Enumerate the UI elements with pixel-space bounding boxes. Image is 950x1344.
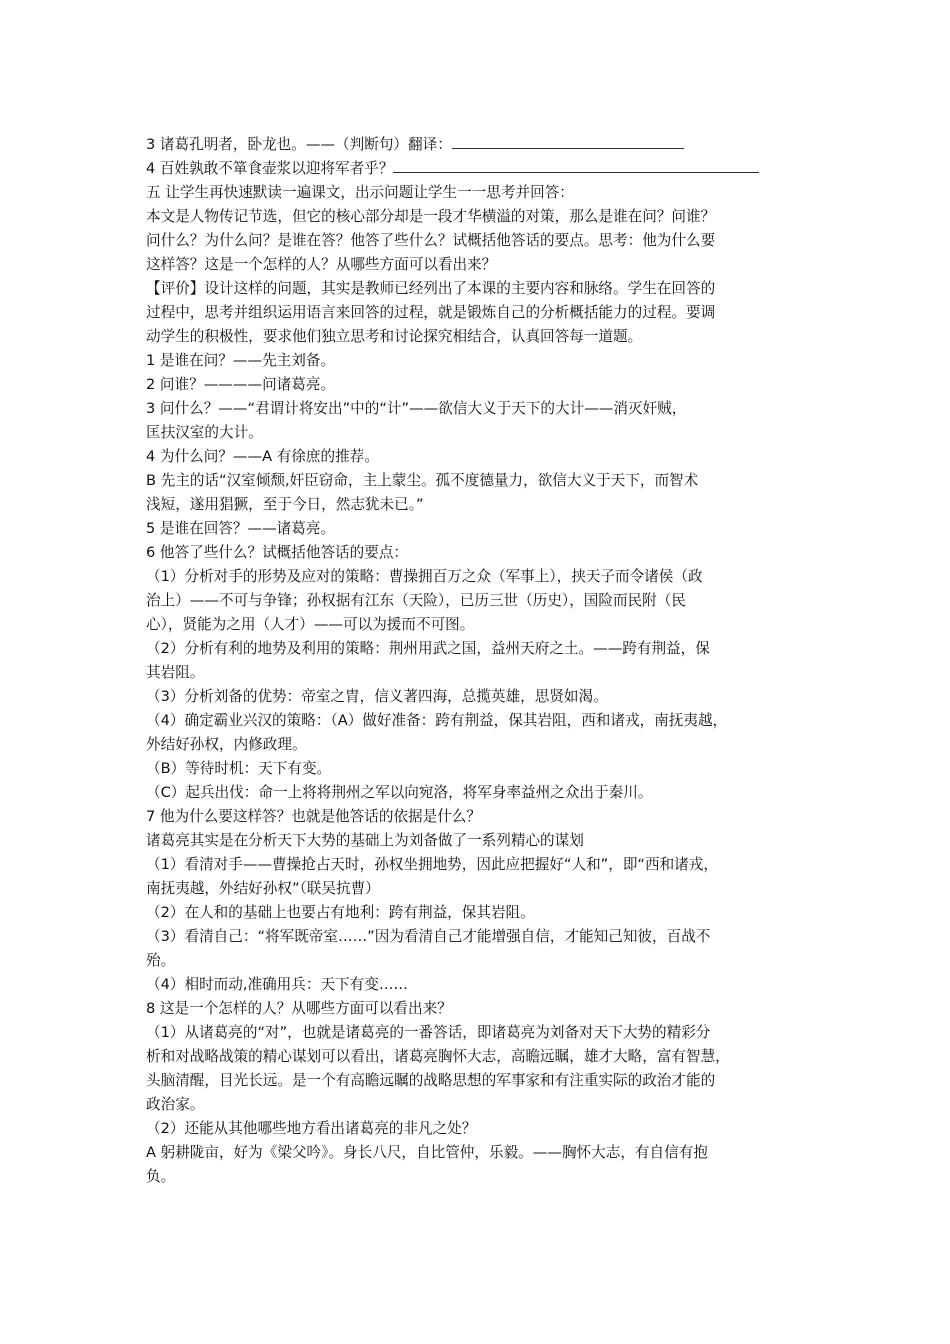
text-line: 外结好孙权，内修政理。 (146, 736, 307, 753)
text-line (146, 157, 816, 181)
text-line: （4）确定霸业兴汉的策略：（A）做好准备：跨有荆益，保其岩阻，西和诸戎，南抚夷越， (146, 712, 728, 729)
text-line: 1 是谁在问？——先主刘备。 (146, 352, 336, 369)
text-line: （2）在人和的基础上也要占有地利：跨有荆益，保其岩阻。 (146, 904, 535, 921)
text-line: 本文是人物传记节选，但它的核心部分却是一段才华横溢的对策，那么是谁在问？问谁？ (146, 208, 716, 225)
text-line: 政治家。 (146, 1096, 205, 1113)
text-line: 匡扶汉室的大计。 (146, 424, 263, 441)
text-line: 殆。 (146, 952, 176, 969)
line-text: 3 诸葛孔明者，卧龙也。——（判断句）翻译： (146, 136, 452, 153)
text-line: 五 让学生再快速默读一遍课文，出示问题让学生一一思考并回答： (146, 184, 574, 201)
text-line: 【评价】设计这样的问题，其实是教师已经列出了本课的主要内容和脉络。学生在回答的 (146, 280, 716, 297)
text-line: （3）看清自己：“将军既帝室……”因为看清自己才能增强自信，才能知己知彼，百战不 (146, 928, 711, 945)
text-line: 5 是谁在回答？——诸葛亮。 (146, 520, 336, 537)
text-line: （3）分析刘备的优势：帝室之胄，信义著四海，总揽英雄，思贤如渴。 (146, 688, 608, 705)
text-line: （1）从诸葛亮的“对”，也就是诸葛亮的一番答话，即诸葛亮为刘备对天下大势的精彩分 (146, 1024, 711, 1041)
text-line: 析和对战略战策的精心谋划可以看出，诸葛亮胸怀大志，高瞻远瞩，雄才大略，富有智慧， (146, 1048, 730, 1065)
text-line: 6 他答了些什么？试概括他答话的要点： (146, 544, 409, 561)
text-line: 问什么？为什么问？是谁在答？他答了些什么？试概括他答话的要点。思考：他为什么要 (146, 232, 716, 249)
text-line: 3 问什么？——“君谓计将安出”中的“计”——欲信大义于天下的大计——消灭奸贼， (146, 400, 687, 417)
text-line: （2）分析有利的地势及利用的策略：荆州用武之国，益州天府之土。——跨有荆益，保 (146, 640, 710, 657)
line-text: 4 百姓孰敢不箪食壶浆以迎将军者乎？ (146, 160, 394, 177)
text-line: （B）等待时机：天下有变。 (146, 760, 332, 777)
text-line: 7 他为什么要这样答？也就是他答话的依据是什么？ (146, 808, 481, 825)
text-line: 8 这是一个怎样的人？从哪些方面可以看出来？ (146, 1000, 452, 1017)
text-line: 负。 (146, 1168, 176, 1185)
text-line: B 先主的话“汉室倾颓,奸臣窃命，主上蒙尘。孤不度德量力，欲信大义于天下，而智术 (146, 472, 699, 489)
text-line: （1）分析对手的形势及应对的策略：曹操拥百万之众（军事上），挟天子而令诸侯（政 (146, 568, 703, 585)
text-line: （C）起兵出伐：命一上将将荆州之军以向宛洛，将军身率益州之众出于秦川。 (146, 784, 653, 801)
answer-blank[interactable] (452, 133, 684, 149)
text-line: （1）看清对手——曹操抢占天时，孙权坐拥地势，因此应把握好“人和”，即“西和诸戎， (146, 856, 718, 873)
text-line: 头脑清醒，目光长远。是一个有高瞻远瞩的战略思想的军事家和有注重实际的政治才能的 (146, 1072, 716, 1089)
text-line: 动学生的积极性，要求他们独立思考和讨论探究相结合，认真回答每一道题。 (146, 328, 643, 345)
text-line (146, 133, 816, 157)
document-body (146, 133, 816, 1189)
text-line: 2 问谁？————问诸葛亮。 (146, 376, 336, 393)
text-line: 诸葛亮其实是在分析天下大势的基础上为刘备做了一系列精心的谋划 (146, 832, 584, 849)
text-line: 治上）——不可与争锋；孙权据有江东（天险），已历三世（历史），国险而民附（民 (146, 592, 686, 609)
text-line: A 躬耕陇亩，好为《梁父吟》。身长八尺，自比管仲，乐毅。——胸怀大志，有自信有抱 (146, 1144, 708, 1161)
text-line: （4）相时而动,准确用兵：天下有变…… (146, 976, 409, 993)
text-line: 4 为什么问？——A 有徐庶的推荐。 (146, 448, 379, 465)
text-line: 心），贤能为之用（人才）——可以为援而不可图。 (146, 616, 475, 633)
text-line: 南抚夷越，外结好孙权”（联吴抗曹） (146, 880, 380, 897)
text-line: 其岩阻。 (146, 664, 205, 681)
text-line: 过程中，思考并组织运用语言来回答的过程，就是锻炼自己的分析概括能力的过程。要调 (146, 304, 716, 321)
answer-blank[interactable] (393, 157, 759, 173)
text-line: 浅短，遂用猖獗，至于今日，然志犹未已。” (146, 496, 424, 513)
text-line: （2）还能从其他哪些地方看出诸葛亮的非凡之处？ (146, 1120, 477, 1137)
text-line: 这样答？这是一个怎样的人？从哪些方面可以看出来？ (146, 256, 497, 273)
